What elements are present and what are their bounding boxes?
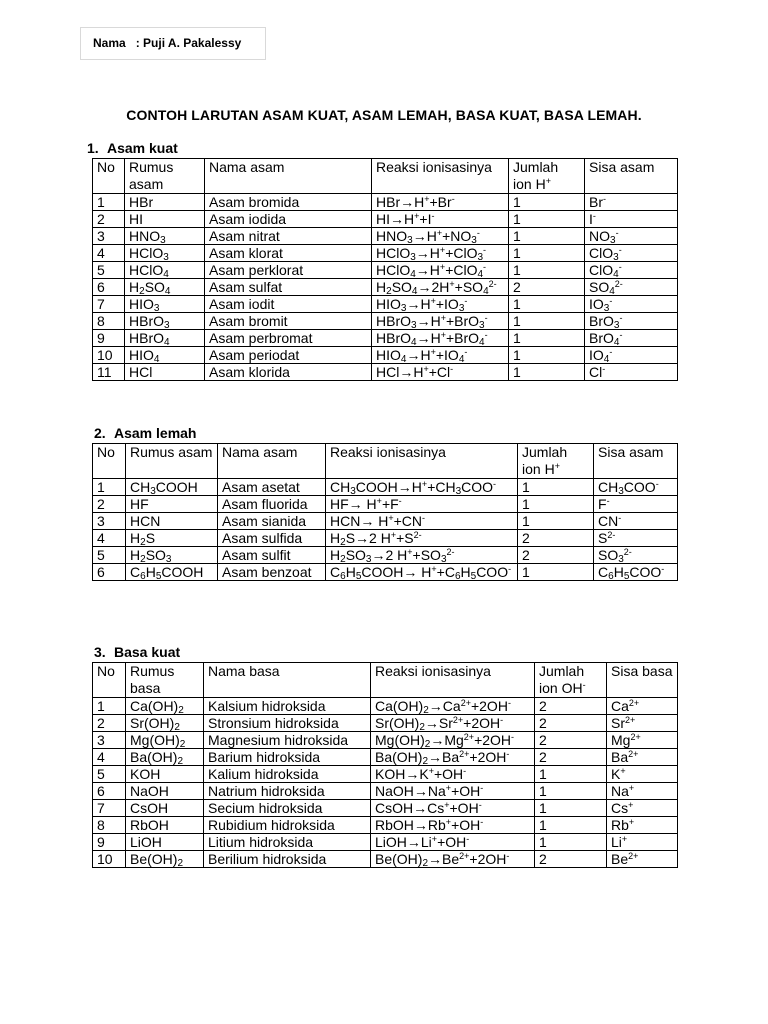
table-cell: 2	[518, 530, 594, 547]
table-header-row	[93, 159, 678, 194]
table-cell: CsOH	[126, 800, 204, 817]
table-row	[93, 800, 678, 817]
table-cell: 1	[509, 245, 585, 262]
table-cell: Cl-	[585, 364, 678, 381]
table-cell: K+	[607, 766, 678, 783]
column-header: Jumlah ion H+	[509, 159, 585, 194]
table-cell: 9	[93, 330, 125, 347]
table-cell: 2	[93, 715, 126, 732]
table-cell: $Mg(OH)_2\to Mg^{2+}+2OH^-$	[371, 732, 535, 749]
table-cell: 10	[93, 347, 125, 364]
column-header: Nama basa	[204, 663, 371, 698]
table-cell: Asam bromit	[205, 313, 372, 330]
table-cell: HI→H++I-	[372, 211, 509, 228]
table-cell: Asam sulfida	[218, 530, 326, 547]
table-cell: $Mg(OH)_2$	[126, 732, 204, 749]
table-cell: HBrO$_3$→H++BrO$_3$-	[372, 313, 509, 330]
table-cell: Berilium hidroksida	[204, 851, 371, 868]
table-cell: 1	[518, 479, 594, 496]
table-cell: 3	[93, 732, 126, 749]
document-title: CONTOH LARUTAN ASAM KUAT, ASAM LEMAH, BASA KUAT, BASA LEMAH.	[126, 107, 642, 123]
table-cell: Asam sianida	[218, 513, 326, 530]
table-cell: 1	[509, 330, 585, 347]
table-cell: Asam klorat	[205, 245, 372, 262]
table-cell: Litium hidroksida	[204, 834, 371, 851]
table-cell: $IO_4^-$	[585, 347, 678, 364]
column-header: No	[93, 159, 125, 194]
table-cell: 1	[535, 783, 607, 800]
table-cell: 8	[93, 817, 126, 834]
table-basa-kuat	[92, 662, 678, 868]
table-cell: Natrium hidroksida	[204, 783, 371, 800]
table-cell: $NO_3^-$	[585, 228, 678, 245]
table-cell: $Be(OH)_2\to Be^{2+}+2OH^-$	[371, 851, 535, 868]
table-cell: $Ca(OH)_2$	[126, 698, 204, 715]
table-cell: NaOH→Na++OH-	[371, 783, 535, 800]
table-cell: CN-	[594, 513, 678, 530]
table-cell: Asam bromida	[205, 194, 372, 211]
table-cell: 5	[93, 547, 126, 564]
table-cell: $CH_3COO^-$	[594, 479, 678, 496]
column-header: Rumus basa	[126, 663, 204, 698]
table-cell: $CH_3COOH$	[126, 479, 218, 496]
table-cell: $C_6H_5COOH\to H^++C_6H_5COO^-$	[326, 564, 518, 581]
table-cell: 10	[93, 851, 126, 868]
table-cell: 1	[509, 262, 585, 279]
table-cell: Asam iodit	[205, 296, 372, 313]
table-cell: 1	[518, 496, 594, 513]
column-header: Reaksi ionisasinya	[326, 444, 518, 479]
table-cell: HF	[126, 496, 218, 513]
table-row	[93, 347, 678, 364]
table-cell: 1	[93, 479, 126, 496]
table-cell: Magnesium hidroksida	[204, 732, 371, 749]
table-cell: 1	[509, 347, 585, 364]
column-header: Rumus asam	[125, 159, 205, 194]
table-cell: HF→ H++F-	[326, 496, 518, 513]
section-number: 1.	[87, 140, 99, 156]
table-row	[93, 245, 678, 262]
table-cell: 6	[93, 783, 126, 800]
column-header: Jumlah ion OH-	[535, 663, 607, 698]
table-cell: RbOH	[126, 817, 204, 834]
table-cell: 5	[93, 262, 125, 279]
table-cell: $Ca^{2+}$	[607, 698, 678, 715]
section-title: Asam lemah	[114, 425, 197, 441]
table-cell: 6	[93, 564, 126, 581]
table-cell: 1	[93, 698, 126, 715]
table-cell: $Ba(OH)_2\to Ba^{2+}+2OH^-$	[371, 749, 535, 766]
table-cell: HCl	[125, 364, 205, 381]
table-cell: 1	[518, 564, 594, 581]
table-cell: Br-	[585, 194, 678, 211]
table-cell: 2	[535, 715, 607, 732]
table-row	[93, 564, 678, 581]
table-cell: $CH_3COOH\to H^++CH_3COO^-$	[326, 479, 518, 496]
table-cell: $Ca(OH)_2\to Ca^{2+}+2OH^-$	[371, 698, 535, 715]
table-row	[93, 364, 678, 381]
table-row	[93, 228, 678, 245]
column-header: No	[93, 444, 126, 479]
section-number: 3.	[94, 644, 106, 660]
table-cell: HCl→H++Cl-	[372, 364, 509, 381]
table-cell: 4	[93, 749, 126, 766]
column-header: Reaksi ionisasinya	[372, 159, 509, 194]
table-cell: 6	[93, 279, 125, 296]
author-name: Puji A. Pakalessy	[143, 36, 242, 50]
table-cell: BrO$_3$-	[585, 313, 678, 330]
table-cell: $H_2SO_3\to 2$ $H^++SO_3^{2-}$	[326, 547, 518, 564]
table-cell: $Sr(OH)_2\to Sr^{2+}+2OH^-$	[371, 715, 535, 732]
table-cell: Rb+	[607, 817, 678, 834]
column-header: No	[93, 663, 126, 698]
table-cell: F-	[594, 496, 678, 513]
table-cell: 3	[93, 513, 126, 530]
table-cell: $Be(OH)_2$	[126, 851, 204, 868]
column-header: Nama asam	[205, 159, 372, 194]
table-cell: $H_2SO_4\to 2H^++SO_4^{2-}$	[372, 279, 509, 296]
table-cell: 7	[93, 800, 126, 817]
table-row	[93, 330, 678, 347]
table-cell: HBr	[125, 194, 205, 211]
table-row	[93, 496, 678, 513]
table-cell: HClO$_4$	[125, 262, 205, 279]
table-cell: Cs+	[607, 800, 678, 817]
table-cell: ClO$_3$-	[585, 245, 678, 262]
author-box	[80, 27, 266, 60]
table-cell: $HIO_3$	[125, 296, 205, 313]
table-cell: $H_2SO_4$	[125, 279, 205, 296]
table-row	[93, 732, 678, 749]
table-header-row	[93, 444, 678, 479]
table-cell: $Mg^{2+}$	[607, 732, 678, 749]
table-cell: $HNO_3$	[125, 228, 205, 245]
column-header: Nama asam	[218, 444, 326, 479]
table-cell: 5	[93, 766, 126, 783]
table-cell: Asam asetat	[218, 479, 326, 496]
table-cell: $Be^{2+}$	[607, 851, 678, 868]
table-cell: Asam sulfit	[218, 547, 326, 564]
table-cell: HClO$_3$→H++ClO$_3$-	[372, 245, 509, 262]
table-cell: 1	[509, 228, 585, 245]
table-cell: HBr→H++Br-	[372, 194, 509, 211]
table-cell: HBrO$_3$	[125, 313, 205, 330]
author-separator: :	[135, 36, 140, 50]
table-row	[93, 194, 678, 211]
table-cell: KOH	[126, 766, 204, 783]
table-cell: ClO$_4$-	[585, 262, 678, 279]
table-cell: 1	[509, 194, 585, 211]
table-cell: 1	[535, 834, 607, 851]
table-cell: 2	[509, 279, 585, 296]
table-cell: 1	[509, 364, 585, 381]
table-cell: 2	[535, 851, 607, 868]
table-cell: $HNO_3\to H^++NO_3^-$	[372, 228, 509, 245]
section-3-heading	[94, 644, 180, 660]
table-cell: Asam klorida	[205, 364, 372, 381]
table-cell: 7	[93, 296, 125, 313]
table-cell: Asam sulfat	[205, 279, 372, 296]
table-row	[93, 513, 678, 530]
table-cell: NaOH	[126, 783, 204, 800]
table-cell: $Sr(OH)_2$	[126, 715, 204, 732]
table-cell: $Ba^{2+}$	[607, 749, 678, 766]
table-cell: $HIO_3\to H^++IO_3^-$	[372, 296, 509, 313]
table-cell: LiOH	[126, 834, 204, 851]
table-cell: HBrO$_4$	[125, 330, 205, 347]
table-cell: 1	[535, 817, 607, 834]
table-cell: Asam perbromat	[205, 330, 372, 347]
table-cell: $HIO_4\to H^++IO_4^-$	[372, 347, 509, 364]
table-cell: 4	[93, 530, 126, 547]
table-row	[93, 547, 678, 564]
table-cell: $HIO_4$	[125, 347, 205, 364]
table-row	[93, 817, 678, 834]
table-cell: 1	[509, 211, 585, 228]
table-cell: 11	[93, 364, 125, 381]
table-cell: Asam iodida	[205, 211, 372, 228]
table-cell: Stronsium hidroksida	[204, 715, 371, 732]
table-cell: 2	[535, 698, 607, 715]
table-row	[93, 296, 678, 313]
table-cell: $H_2S\to 2$ $H^++S^{2-}$	[326, 530, 518, 547]
table-cell: HBrO$_4$→H++BrO$_4$-	[372, 330, 509, 347]
table-cell: CsOH→Cs++OH-	[371, 800, 535, 817]
table-cell: 2	[93, 211, 125, 228]
table-row	[93, 530, 678, 547]
table-asam-kuat	[92, 158, 678, 381]
table-cell: Barium hidroksida	[204, 749, 371, 766]
section-1-heading	[87, 140, 178, 156]
section-number: 2.	[94, 425, 106, 441]
table-row	[93, 313, 678, 330]
table-row	[93, 698, 678, 715]
table-cell: Asam benzoat	[218, 564, 326, 581]
column-header: Rumus asam	[126, 444, 218, 479]
table-cell: $IO_3^-$	[585, 296, 678, 313]
table-cell: HClO$_3$	[125, 245, 205, 262]
table-cell: HClO$_4$→H++ClO$_4$-	[372, 262, 509, 279]
table-cell: $H_2SO_3$	[126, 547, 218, 564]
table-cell: $C_6H_5COOH$	[126, 564, 218, 581]
table-row	[93, 262, 678, 279]
table-cell: $C_6H_5COO^-$	[594, 564, 678, 581]
table-asam-lemah	[92, 443, 678, 581]
table-cell: 2	[535, 732, 607, 749]
table-cell: Kalsium hidroksida	[204, 698, 371, 715]
table-cell: 2	[535, 749, 607, 766]
table-cell: 9	[93, 834, 126, 851]
table-cell: Secium hidroksida	[204, 800, 371, 817]
table-row	[93, 479, 678, 496]
table-cell: LiOH→Li++OH-	[371, 834, 535, 851]
table-cell: 8	[93, 313, 125, 330]
table-cell: Asam perklorat	[205, 262, 372, 279]
column-header: Sisa asam	[585, 159, 678, 194]
table-cell: 1	[535, 800, 607, 817]
table-cell: 3	[93, 228, 125, 245]
section-2-heading	[94, 425, 196, 441]
table-cell: $Sr^{2+}$	[607, 715, 678, 732]
section-title: Basa kuat	[114, 644, 181, 660]
table-cell: HCN	[126, 513, 218, 530]
column-header: Sisa basa	[607, 663, 678, 698]
table-cell: HCN→ H++CN-	[326, 513, 518, 530]
table-cell: Asam nitrat	[205, 228, 372, 245]
column-header: Jumlah ion H+	[518, 444, 594, 479]
table-cell: Li+	[607, 834, 678, 851]
table-cell: 1	[509, 313, 585, 330]
table-row	[93, 749, 678, 766]
table-cell: 1	[509, 296, 585, 313]
table-cell: RbOH→Rb++OH-	[371, 817, 535, 834]
table-cell: 1	[93, 194, 125, 211]
author-label: Nama	[93, 36, 126, 50]
table-cell: KOH→K++OH-	[371, 766, 535, 783]
table-row	[93, 211, 678, 228]
table-cell: 4	[93, 245, 125, 262]
table-cell: Asam periodat	[205, 347, 372, 364]
table-cell: BrO$_4$-	[585, 330, 678, 347]
table-row	[93, 766, 678, 783]
table-cell: $Ba(OH)_2$	[126, 749, 204, 766]
column-header: Reaksi ionisasinya	[371, 663, 535, 698]
table-cell: HI	[125, 211, 205, 228]
table-cell: $S^{2-}$	[594, 530, 678, 547]
table-cell: Asam fluorida	[218, 496, 326, 513]
table-cell: Rubidium hidroksida	[204, 817, 371, 834]
table-cell: 2	[93, 496, 126, 513]
table-header-row	[93, 663, 678, 698]
table-cell: $SO_4^{2-}$	[585, 279, 678, 296]
table-row	[93, 279, 678, 296]
table-cell: Na+	[607, 783, 678, 800]
table-cell: 2	[518, 547, 594, 564]
table-cell: $H_2S$	[126, 530, 218, 547]
table-cell: Kalium hidroksida	[204, 766, 371, 783]
section-title: Asam kuat	[107, 140, 178, 156]
table-cell: $SO_3^{2-}$	[594, 547, 678, 564]
table-cell: 1	[535, 766, 607, 783]
table-row	[93, 851, 678, 868]
table-cell: 1	[518, 513, 594, 530]
table-cell: I-	[585, 211, 678, 228]
table-row	[93, 834, 678, 851]
column-header: Sisa asam	[594, 444, 678, 479]
table-row	[93, 783, 678, 800]
table-row	[93, 715, 678, 732]
